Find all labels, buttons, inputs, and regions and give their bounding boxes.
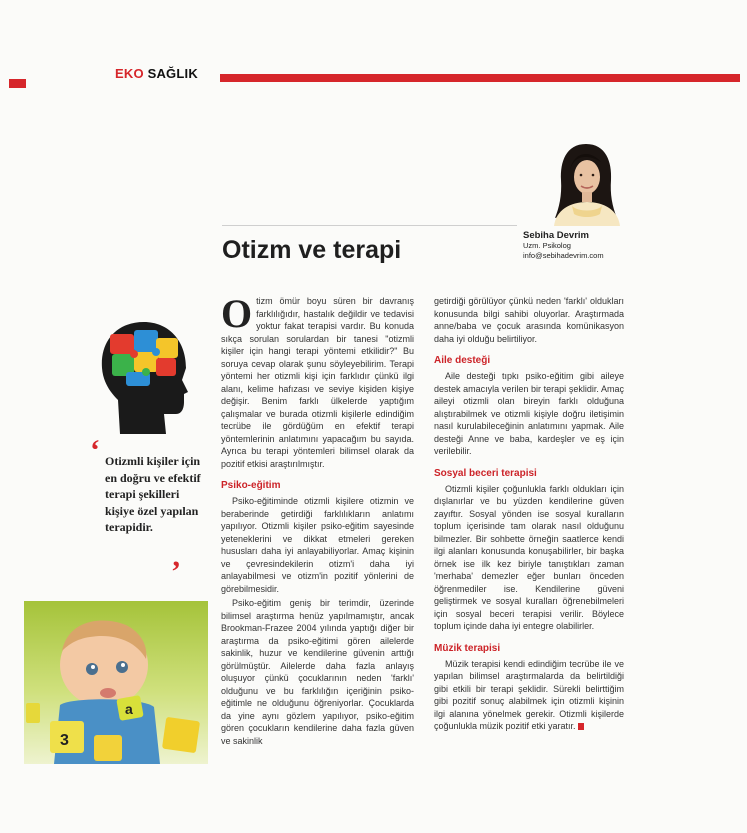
psiko-paragraph-3: getirdiği görülüyor çünkü neden 'farklı' oldukları konusunda bilgi sahibi oluyorlar. Araştırmada anne/baba ve çocuk arasında komünikasyon daha iyi olduğu belirtiliyor. [434, 296, 624, 344]
heading-aile-destegi: Aile desteği [434, 355, 491, 366]
author-role: Uzm. Psikolog [523, 241, 571, 250]
section-label-saglik: SAĞLIK [147, 66, 198, 81]
title-rule [222, 225, 517, 226]
author-photo [548, 140, 624, 226]
psiko-paragraph-1: Psiko-eğitiminde otizmli kişilere otizmin ve beraberinde getirdiği farklılıkların anlatımı yapılıyor. Otizmli kişiler psiko-eğitim sayesinde yeteneklerini ve dikkat etmeleri gereken hususları daha iyi anlayabiliyorlar. Amaç kişinin ve çevresindekilerin otizm'i daha iyi anlayabilmesi ve otizm'in pozitif yönlerini de görebilmesidir. [221, 496, 414, 594]
article-column-2 [434, 295, 624, 735]
intro-text: tizm ömür boyu süren bir davranış farklılığıdır, hastalık değildir ve tedavisi yoktur fakat terapisi vardır. Bu konuda sıkça sorulan sorulardan bir tanesi "otizmli kişiler için hangi terapi yöntemi etkilidir?" Bu soruya cevap olarak şunu söyleyebilirim. Terapi yöntemi her otizmli kişi için farklıdır çünkü ilgi alanı, kelime hafızası ve seviye kişiden kişiye değişir. Benim farklı ülkelerde yaptığım çalışmalar ve burada otizmli kişilerle edindiğim tecrübe ile gördüğüm en efektif terapi yöntemlerinin anlatımını yapacağım bu sayıda. Ayrıca bu terapi yöntemleri bilimsel olarak da pozitif etkisi araştırılmıştır. [221, 296, 414, 469]
author-name: Sebiha Devrim [523, 230, 589, 241]
psiko-paragraph-2: Psiko-eğitim geniş bir terimdir, üzerinde bilimsel araştırma henüz yapılmamıştır, ancak Brookman-Frazee 2004 yılında yaptığı diğer bir araştırma da psiko-eğitimi gören ailelerde sakinlik, huzur ve kendilerine güvenin arttığı görülmüştür. Ailelerde daha fazla anlayış oluşuyor çünkü çocuklarının neden 'farklı' olduğunu ve bu farklılığın içeriğinin psiko-eğitimle ne olduğunu öğreniyorlar. Çocuklarda da yine aynı gözlem yapılıyor, psiko-eğitim gören çocukların kendilerine daha fazla güven ve sakinlik [221, 598, 414, 746]
sosyal-paragraph: Otizmli kişiler çoğunlukla farklı oldukları için dışlanırlar ve bu yüzden kendilerine güven zayıftır. Sosyal yönden ise sosyal kuralların toplum içerisinde tam olarak nasıl olduğunu bilmezler. Bir sohbette örneğin saatlerce kendi ilgi alanları konusunda konuşabilirler, bir başka örnek ise ilk kez biriyle tanıştıkları zaman 'merhaba' demezler eğer bunları önceden öğrenmediler ise. Kendilerine güveni geliştirmek ve sosyal kuralları öğrenebilmeleri için sosyal beceri terapisi verilir. Böylece toplum içinde daha iyi entegre olabilirler. [434, 483, 624, 631]
article-title: Otizm ve terapi [222, 236, 402, 264]
author-block [523, 230, 604, 261]
quote-close-icon: ’ [171, 555, 181, 588]
head-puzzle-icon [96, 318, 190, 436]
baby-photo [24, 601, 208, 764]
aile-paragraph: Aile desteği tıpkı psiko-eğitim gibi aileye destek amacıyla verilen bir terapi şeklidir. Amaç aileyi otizmli olan bireyin farklı olduğuna alıştırabilmek ve otizmli kişiyle doğru iletişimin nasıl kurulabileceğinin anlatımını yapmak. Aile desteği Anne ve baba, kardeşler ve eş için verilebilir. [434, 371, 624, 456]
heading-sosyal-beceri: Sosyal beceri terapisi [434, 467, 537, 479]
svg-text:a: a [125, 701, 133, 717]
heading-muzik-terapisi: Müzik terapisi [434, 642, 501, 654]
intro-paragraph [221, 291, 414, 470]
article-column-1 [221, 291, 414, 749]
muzik-paragraph [434, 658, 624, 733]
heading-psiko-egitim: Psiko-eğitim [221, 480, 281, 491]
pull-quote: Otizmli kişiler için en doğru ve efektif terapi şekilleri kişiye özel yapılan terapidir. [105, 454, 201, 534]
end-mark-icon [578, 723, 584, 730]
drop-cap: O [221, 291, 253, 336]
author-email: info@sebihadevrim.com [523, 251, 604, 260]
section-bar [220, 74, 740, 82]
svg-text:3: 3 [60, 732, 69, 749]
section-marker-left [9, 79, 26, 88]
muzik-text: Müzik terapisi kendi edindiğim tecrübe ile ve yapılan bilimsel araştırmalarda da belirtildiği gibi etkili bir terapi şeklidir. Sürekli belirttiğim gibi pozitif sonuç alabilmek için otizmli kişinin ilgi alanına yönelmek gerekir. Otizmli kişilerde çoğunlukla müzik pozitif etki yaratır. [434, 658, 624, 731]
section-label-eko: EKO [115, 66, 144, 81]
quote-open-icon: ‘ [90, 434, 100, 467]
section-label [115, 66, 198, 81]
